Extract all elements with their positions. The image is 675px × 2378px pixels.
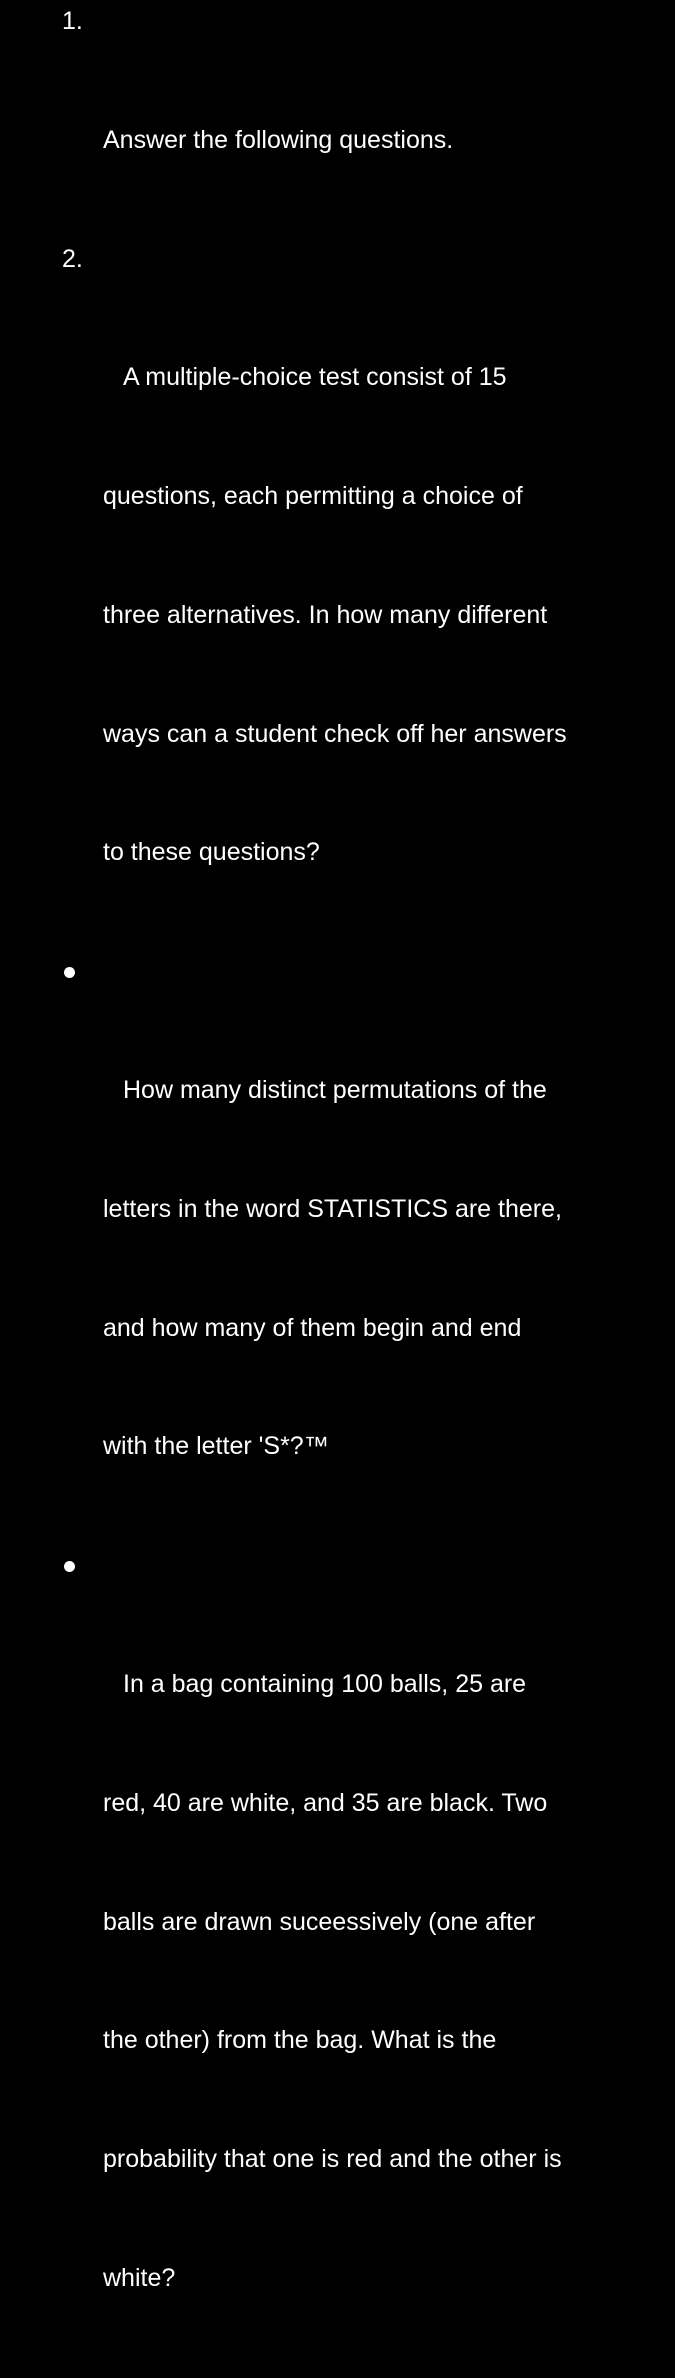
- question-text-line: to these questions?: [103, 838, 320, 867]
- question-list: [0, 2, 675, 2378]
- question-text-line: ways can a student check off her answers: [103, 719, 567, 748]
- question-text-line: with the letter 'S*?™: [103, 1432, 329, 1461]
- question-text-line: red, 40 are white, and 35 are black. Two: [103, 1788, 548, 1817]
- question-text-line: letters in the word STATISTICS are there,: [103, 1194, 562, 1223]
- instruction-text: Answer the following questions.: [103, 125, 454, 154]
- question-text-line: How many distinct permutations of the: [123, 1076, 547, 1105]
- question-text-line: and how many of them begin and end: [103, 1313, 522, 1342]
- question-text-line: A multiple-choice test consist of 15: [123, 363, 507, 392]
- question-text-line: three alternatives. In how many different: [103, 600, 548, 629]
- question-text-line: the other) from the bag. What is the: [103, 2026, 497, 2055]
- list-item-question-probability: [0, 1546, 638, 2377]
- question-text-line: questions, each permitting a choice of: [103, 482, 523, 511]
- list-number: 1.: [62, 7, 83, 35]
- question-text-line: white?: [103, 2263, 176, 2292]
- question-text-line: In a bag containing 100 balls, 25 are: [123, 1669, 527, 1698]
- list-item-question-multiple-choice: [0, 240, 638, 953]
- list-item-instruction: [0, 2, 638, 240]
- question-text-line: balls are drawn suceessively (one after: [103, 1907, 536, 1936]
- list-number: 2.: [62, 244, 83, 273]
- question-text-line: probability that one is red and the other is: [103, 2145, 562, 2174]
- bullet-icon: [64, 1561, 75, 1572]
- list-item-question-permutations: [0, 952, 638, 1546]
- bullet-icon: [64, 967, 75, 978]
